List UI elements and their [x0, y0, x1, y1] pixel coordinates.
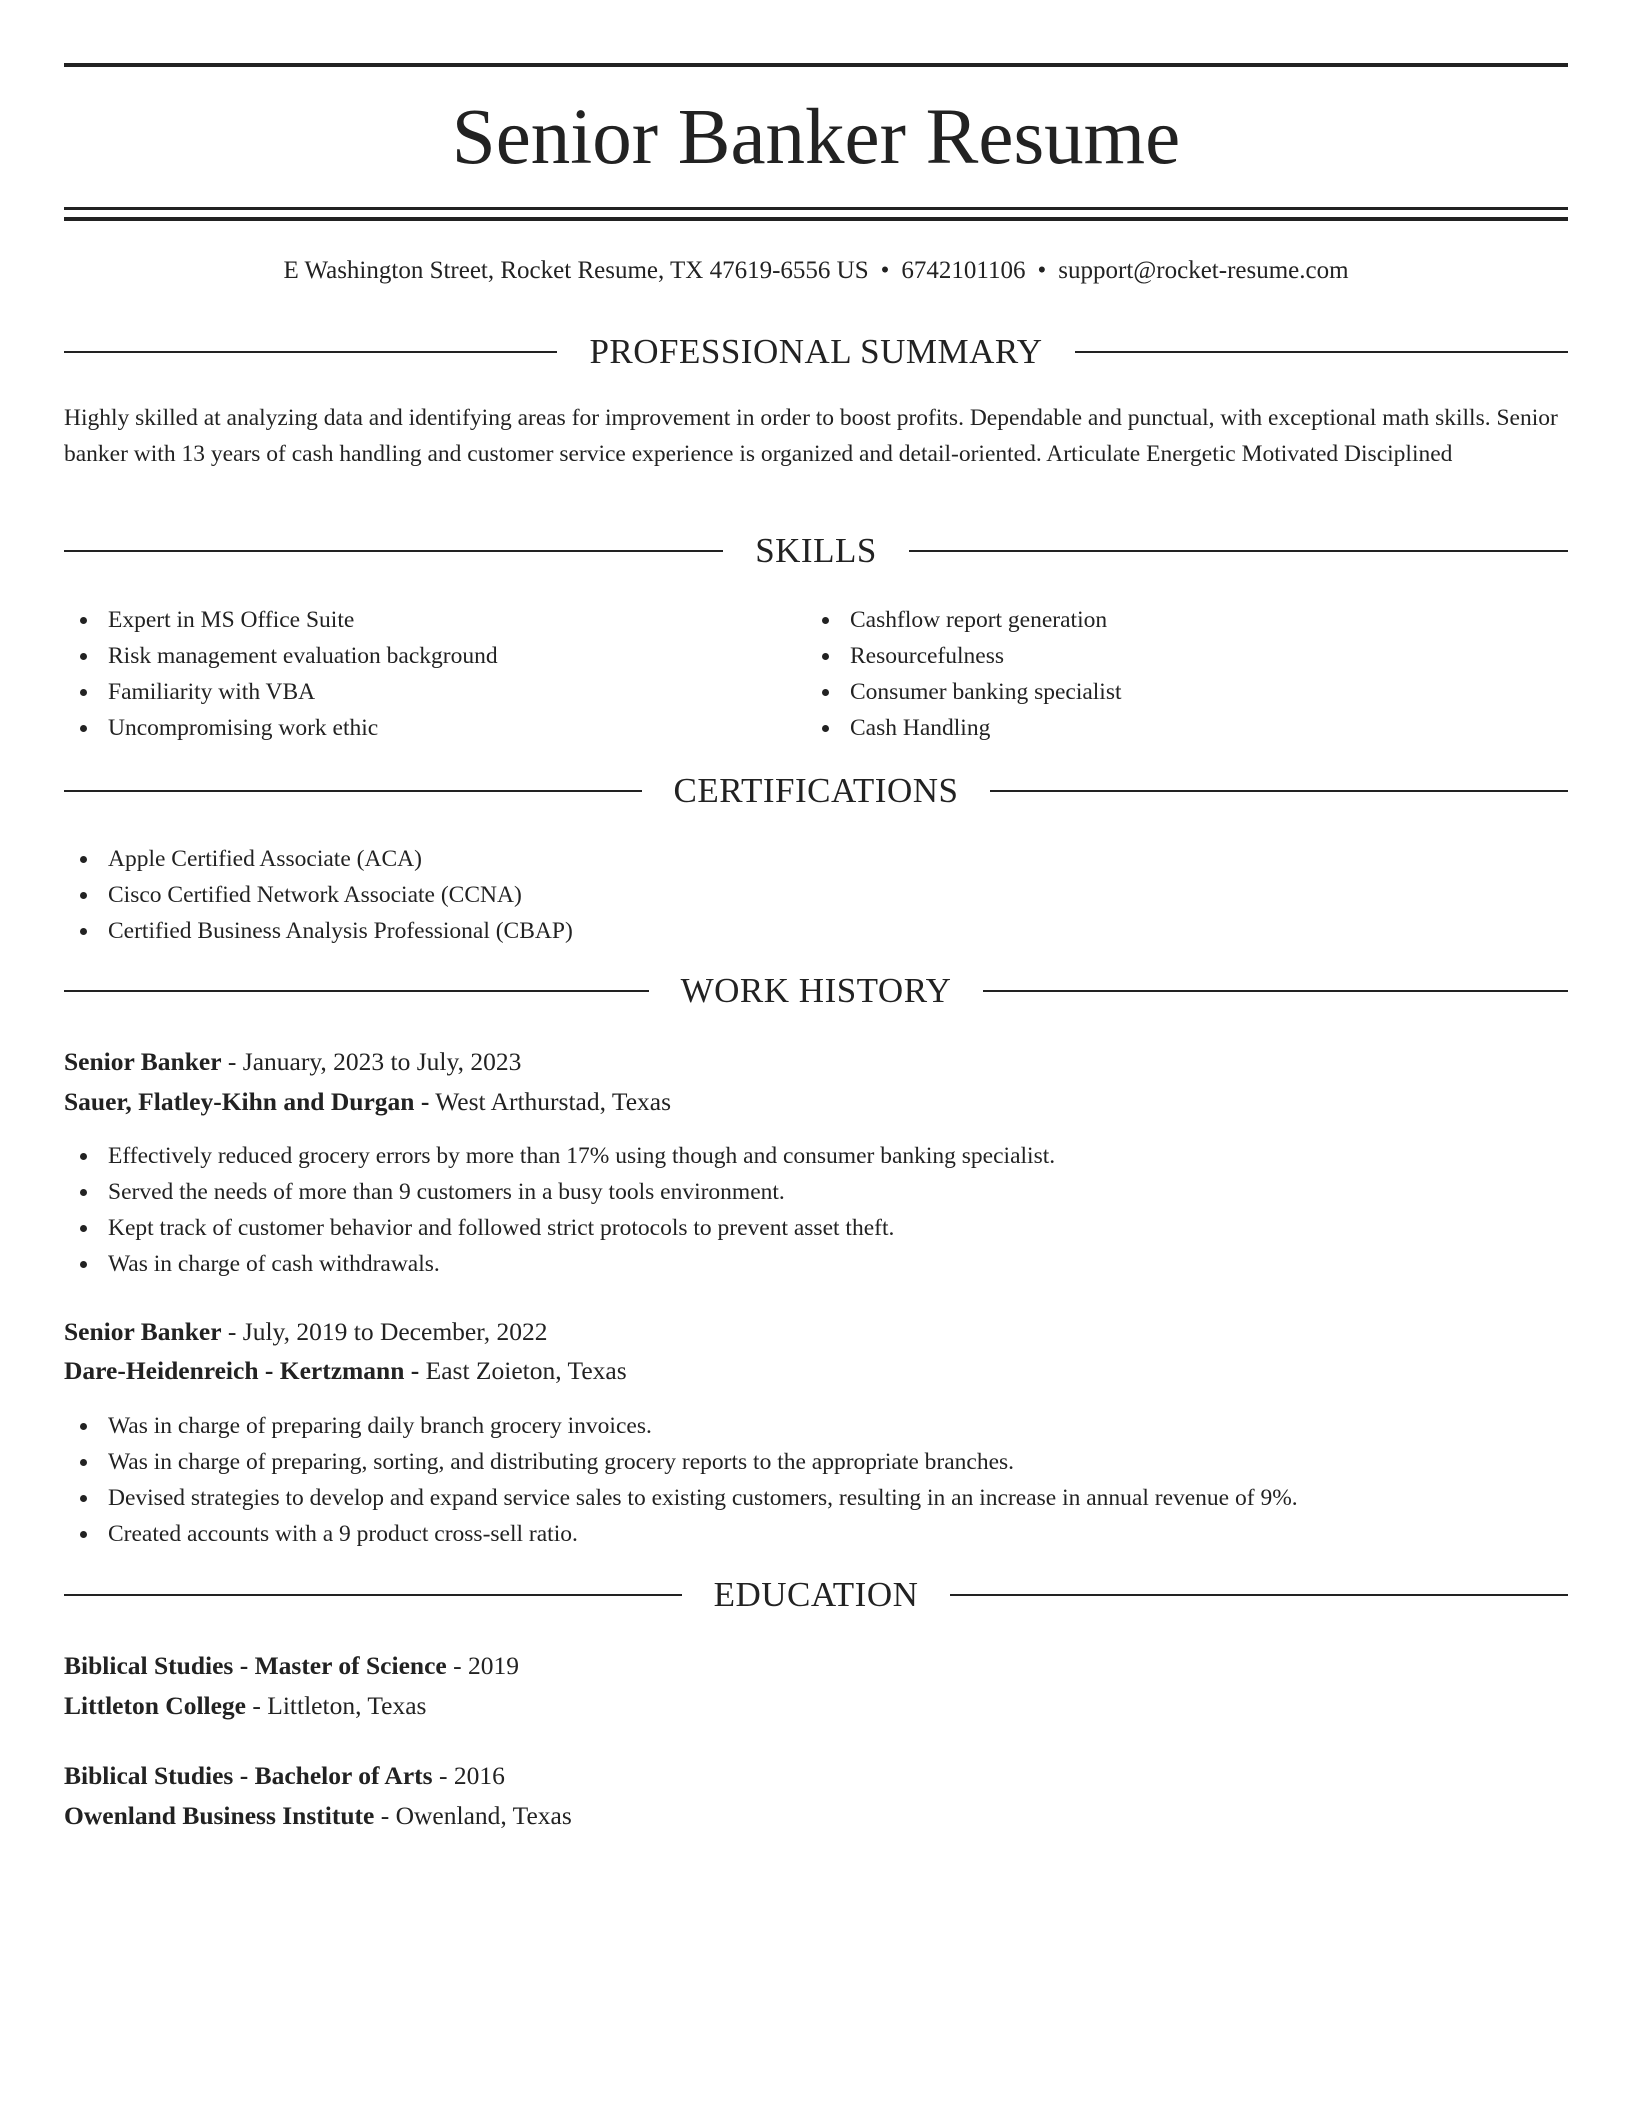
duty-item: Created accounts with a 9 product cross-sell ratio.: [64, 1516, 1568, 1552]
section-title: EDUCATION: [713, 1575, 919, 1614]
divider-line: [990, 790, 1568, 792]
job-company-line: Dare-Heidenreich - Kertzmann - East Zoieton, Texas: [64, 1356, 627, 1385]
section-heading-education: [64, 1572, 1568, 1618]
divider-line: [909, 550, 1568, 552]
divider-line: [64, 790, 642, 792]
divider-line: [1075, 351, 1568, 353]
certification-item: Certified Business Analysis Professional (CBAP): [64, 913, 1064, 949]
job-duties-list: [64, 1408, 1568, 1552]
certification-item: Apple Certified Associate (ACA): [64, 841, 1064, 877]
skill-item: Risk management evaluation background: [64, 638, 764, 674]
divider-line: [64, 990, 649, 992]
certification-item: Cisco Certified Network Associate (CCNA): [64, 877, 1064, 913]
job-location: West Arthurstad, Texas: [435, 1087, 672, 1116]
summary-text: Highly skilled at analyzing data and identifying areas for improvement in order to boost profits. Dependable and punctual, with exceptional math skills. Senior banker with 13 years of cash handling and customer service experience is organized and detail-oriented. Articulate Energetic Motivated Disciplined: [64, 405, 1558, 467]
education-location: Owenland, Texas: [395, 1801, 572, 1830]
section-heading-skills: [64, 528, 1568, 574]
skills-list-left: [64, 602, 764, 746]
contact-email: support@rocket-resume.com: [1058, 257, 1349, 284]
duty-item: Effectively reduced grocery errors by more than 17% using though and consumer banking specialist.: [64, 1138, 1568, 1174]
job-dates: January, 2023 to July, 2023: [242, 1047, 522, 1076]
duty-item: Was in charge of preparing, sorting, and distributing grocery reports to the appropriate branches.: [64, 1444, 1568, 1480]
divider-line: [64, 1594, 682, 1596]
education-degree-line: Biblical Studies - Master of Science - 2019: [64, 1651, 519, 1680]
divider-line: [64, 550, 723, 552]
contact-separator: •: [880, 257, 890, 284]
skill-item: Expert in MS Office Suite: [64, 602, 764, 638]
job-duties-list: [64, 1138, 1568, 1282]
resume-title: Senior Banker Resume: [451, 94, 1181, 181]
certifications-list: [64, 841, 1064, 949]
duty-item: Was in charge of cash withdrawals.: [64, 1246, 1568, 1282]
duty-item: Served the needs of more than 9 customers in a busy tools environment.: [64, 1174, 1568, 1210]
contact-separator: •: [1037, 257, 1047, 284]
duty-item: Kept track of customer behavior and followed strict protocols to prevent asset theft.: [64, 1210, 1568, 1246]
job-location: East Zoieton, Texas: [425, 1356, 627, 1385]
education-school: Owenland Business Institute: [64, 1801, 375, 1830]
skill-item: Cashflow report generation: [806, 602, 1506, 638]
job-title-line: Senior Banker - January, 2023 to July, 2023: [64, 1047, 522, 1076]
job-dates: July, 2019 to December, 2022: [242, 1317, 548, 1346]
section-heading-certifications: [64, 768, 1568, 814]
job-title: Senior Banker: [64, 1317, 222, 1346]
education-school-line: Littleton College - Littleton, Texas: [64, 1691, 427, 1720]
divider-line: [64, 351, 557, 353]
education-year: 2019: [467, 1651, 519, 1680]
contact-line: [64, 252, 1568, 290]
job-company-line: Sauer, Flatley-Kihn and Durgan - West Arthurstad, Texas: [64, 1087, 672, 1116]
education-degree: Biblical Studies - Master of Science: [64, 1651, 447, 1680]
skills-list-right: [806, 602, 1506, 746]
job-company: Dare-Heidenreich - Kertzmann: [64, 1356, 405, 1385]
divider-line: [983, 990, 1568, 992]
job-title: Senior Banker: [64, 1047, 222, 1076]
skill-item: Resourcefulness: [806, 638, 1506, 674]
education-year: 2016: [453, 1761, 505, 1790]
job-company: Sauer, Flatley-Kihn and Durgan: [64, 1087, 415, 1116]
job-title-line: Senior Banker - July, 2019 to December, 2022: [64, 1317, 548, 1346]
education-degree: Biblical Studies - Bachelor of Arts: [64, 1761, 433, 1790]
title-double-rule: [64, 207, 1568, 221]
education-degree-line: Biblical Studies - Bachelor of Arts - 2016: [64, 1761, 505, 1790]
duty-item: Was in charge of preparing daily branch grocery invoices.: [64, 1408, 1568, 1444]
education-school: Littleton College: [64, 1691, 246, 1720]
section-title: SKILLS: [755, 531, 877, 570]
skill-item: Familiarity with VBA: [64, 674, 764, 710]
top-rule: [64, 63, 1568, 67]
skill-item: Uncompromising work ethic: [64, 710, 764, 746]
contact-phone: 6742101106: [901, 257, 1026, 284]
education-location: Littleton, Texas: [267, 1691, 427, 1720]
skill-item: Consumer banking specialist: [806, 674, 1506, 710]
section-title: CERTIFICATIONS: [673, 771, 959, 810]
duty-item: Devised strategies to develop and expand service sales to existing customers, resulting in an increase in annual revenue of 9%.: [64, 1480, 1568, 1516]
education-school-line: Owenland Business Institute - Owenland, Texas: [64, 1801, 572, 1830]
section-title: WORK HISTORY: [680, 971, 952, 1010]
divider-line: [950, 1594, 1568, 1596]
section-heading-work-history: [64, 968, 1568, 1014]
section-title: PROFESSIONAL SUMMARY: [589, 332, 1043, 371]
skill-item: Cash Handling: [806, 710, 1506, 746]
contact-address: E Washington Street, Rocket Resume, TX 47619-6556 US: [283, 257, 869, 284]
section-heading-summary: [64, 329, 1568, 375]
